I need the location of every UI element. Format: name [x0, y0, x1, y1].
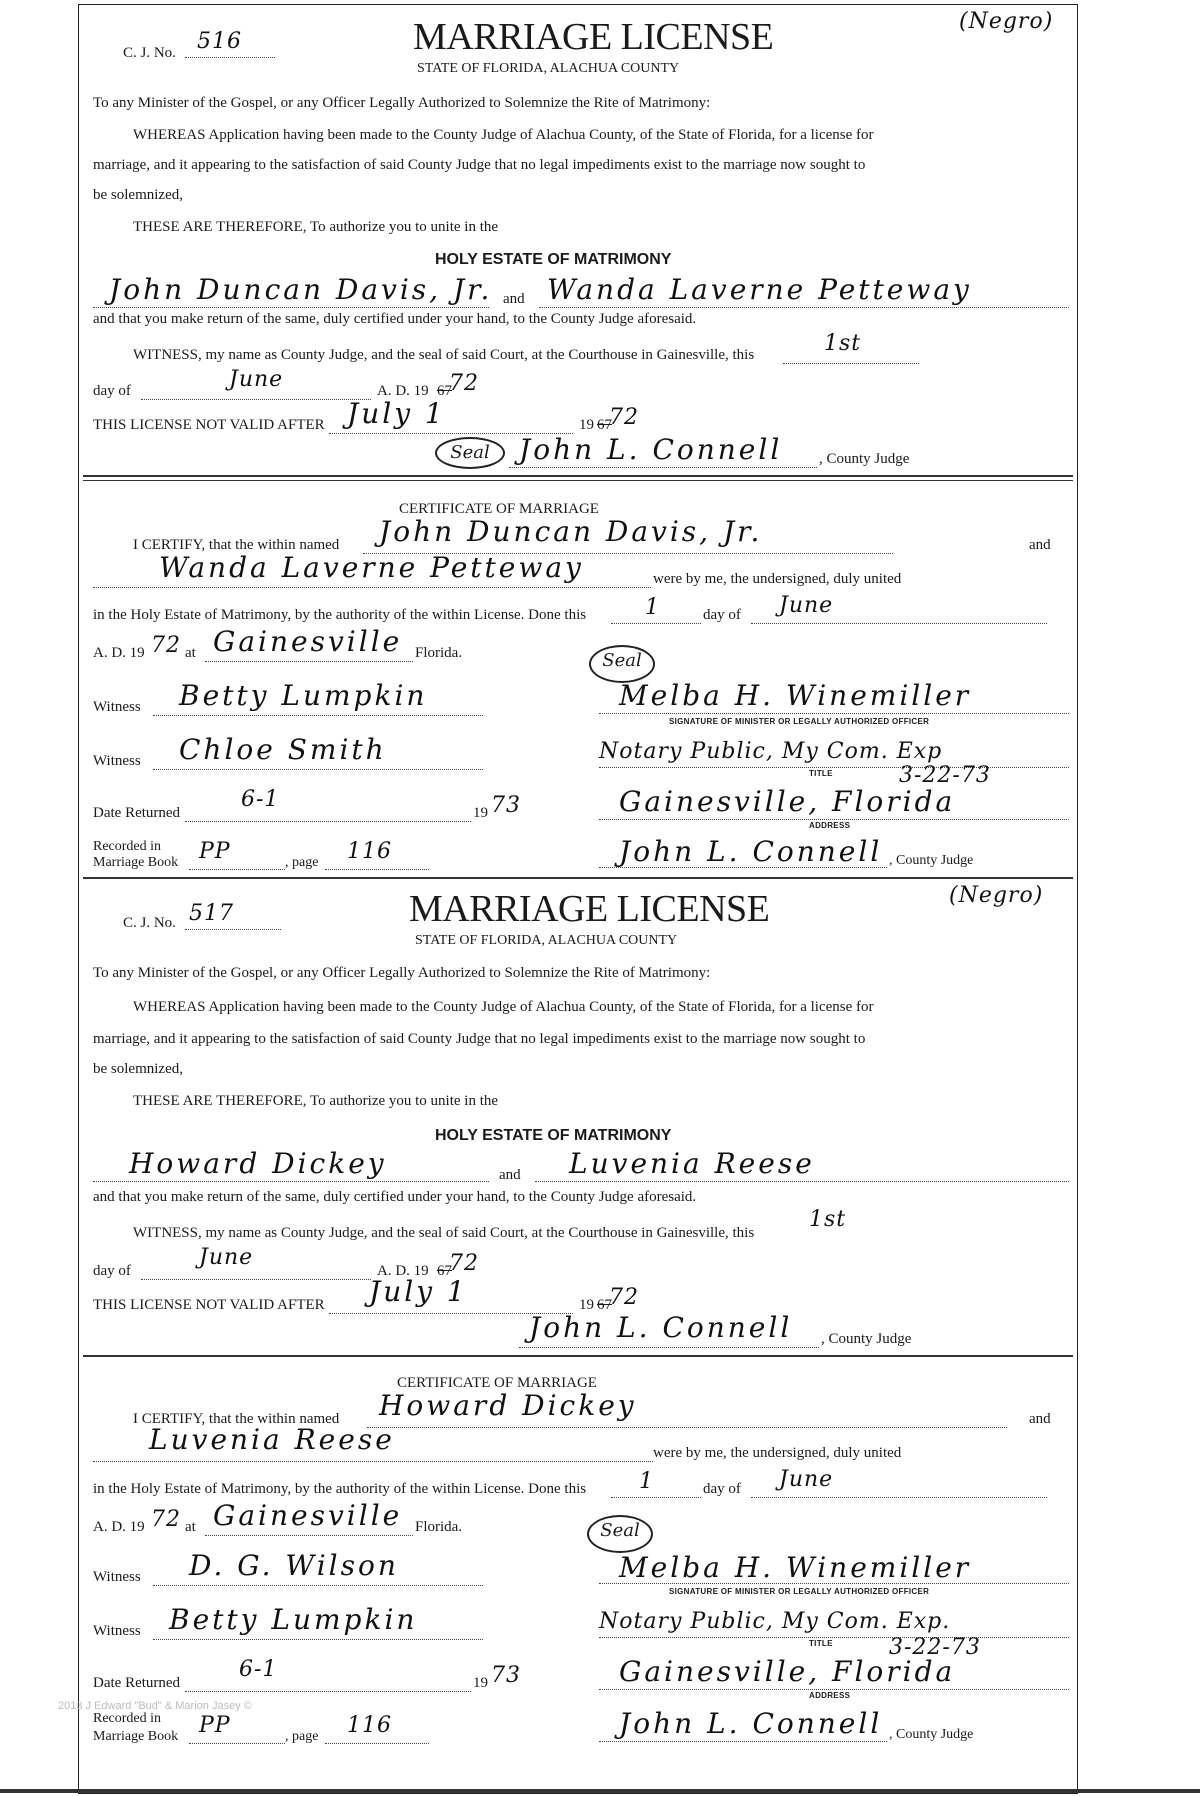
cert-groom-name: Howard Dickey	[379, 1389, 637, 1422]
officiant-seal: Seal	[589, 645, 655, 683]
judge-signature-2: John L. Connell	[619, 1707, 883, 1740]
groom-name: Howard Dickey	[129, 1147, 387, 1180]
bride-name: Luvenia Reese	[569, 1147, 815, 1180]
return-line: and that you make return of the same, duly certified under your hand, to the County Judge aforesaid.	[93, 1189, 697, 1205]
date-returned-year-label: 19	[473, 1675, 488, 1691]
signature-caption: SIGNATURE OF MINISTER OR LEGALLY AUTHORIZED OFFICER	[669, 1587, 930, 1596]
state-line: STATE OF FLORIDA, ALACHUA COUNTY	[415, 933, 678, 948]
seal-mark: Seal	[435, 437, 505, 469]
florida-label: Florida.	[415, 1519, 463, 1535]
recorded-in-label: Recorded in	[93, 839, 162, 854]
judge-signature-2: John L. Connell	[619, 835, 883, 868]
license-month: June	[199, 1245, 254, 1270]
marriage-book-label: Marriage Book	[93, 855, 179, 870]
salutation: To any Minister of the Gospel, or any Officer Legally Authorized to Solemnize the Rite of Matrimony:	[93, 965, 711, 981]
valid-date: July 1	[369, 1275, 468, 1308]
whereas-line-2: marriage, and it appearing to the satisfaction of said County Judge that no legal impediments exist to the marriage now sought to	[93, 1031, 866, 1047]
officer-title: Notary Public, My Com. Exp.	[599, 1609, 951, 1634]
cert-and: and	[1029, 537, 1051, 553]
date-returned-label: Date Returned	[93, 805, 181, 821]
witness1-name: Betty Lumpkin	[179, 679, 428, 712]
ad-label-2: A. D. 19	[93, 1519, 145, 1535]
valid-year-printed: 67	[597, 1297, 612, 1313]
cj-label: C. J. No.	[123, 915, 176, 931]
date-returned-year-label: 19	[473, 805, 488, 821]
page-label: , page	[285, 1729, 319, 1744]
day-of-label-2: day of	[703, 1481, 741, 1497]
witness1-name: D. G. Wilson	[189, 1549, 399, 1582]
certificate-title: CERTIFICATE OF MARRIAGE	[397, 1375, 597, 1391]
bottom-border	[0, 1789, 1200, 1793]
witness-day: 1st	[809, 1207, 847, 1232]
year-printed: 67	[437, 1263, 452, 1279]
officer-address: Gainesville, Florida	[619, 785, 956, 818]
commission-expires: 3-22-73	[899, 763, 991, 788]
valid-year-handwritten: 72	[609, 405, 639, 430]
license-month: June	[229, 367, 284, 392]
cj-number: 517	[189, 901, 234, 926]
day-of-label: day of	[93, 1263, 131, 1279]
at-label: at	[185, 645, 196, 661]
return-line: and that you make return of the same, duly certified under your hand, to the County Judge aforesaid.	[93, 311, 697, 327]
ad-label: A. D. 19	[377, 1263, 429, 1279]
marriage-book-label: Marriage Book	[93, 1729, 179, 1744]
year-handwritten: 72	[449, 1251, 479, 1276]
address-caption: ADDRESS	[809, 821, 851, 830]
date-returned: 6-1	[239, 1657, 278, 1682]
whereas-line-3: be solemnized,	[93, 1061, 183, 1077]
bride-name: Wanda Laverne Petteway	[547, 273, 972, 306]
valid-year-handwritten: 72	[609, 1285, 639, 1310]
judge-signature: John L. Connell	[529, 1311, 793, 1344]
document-sheet	[78, 4, 1078, 1794]
minister-signature: Melba H. Winemiller	[619, 679, 972, 712]
judge-signature: John L. Connell	[519, 433, 783, 466]
title-caption: TITLE	[809, 769, 833, 778]
place-name: Gainesville	[213, 1499, 403, 1532]
date-returned: 6-1	[241, 787, 280, 812]
license-title: MARRIAGE LICENSE	[413, 16, 774, 58]
valid-year-printed: 67	[597, 417, 612, 433]
valid-date: July 1	[347, 397, 446, 430]
license-title: MARRIAGE LICENSE	[409, 888, 770, 930]
witness-line: WITNESS, my name as County Judge, and the seal of said Court, at the Courthouse in Gainesville, this	[133, 1225, 755, 1241]
date-returned-year: 73	[491, 1663, 521, 1688]
book-id: PP	[199, 1713, 231, 1738]
certify-line: I CERTIFY, that the within named	[133, 537, 340, 553]
copyright-watermark: 2013 J Edward "Bud" & Marion Jasey ©	[58, 1700, 252, 1712]
year-handwritten: 72	[449, 371, 479, 396]
groom-name: John Duncan Davis, Jr.	[109, 273, 493, 306]
title-caption: TITLE	[809, 1639, 833, 1648]
valid-year-label: 19	[579, 1297, 594, 1313]
signature-caption: SIGNATURE OF MINISTER OR LEGALLY AUTHORIZED OFFICER	[669, 717, 930, 726]
state-line: STATE OF FLORIDA, ALACHUA COUNTY	[417, 61, 680, 76]
whereas-line-1: WHEREAS Application having been made to the County Judge of Alachua County, of the State of Florida, for a license for	[133, 999, 874, 1015]
book-id: PP	[199, 839, 231, 864]
place-name: Gainesville	[213, 625, 403, 658]
officer-address: Gainesville, Florida	[619, 1655, 956, 1688]
done-month: June	[779, 1467, 834, 1492]
were-by-me: were by me, the undersigned, duly united	[653, 571, 902, 587]
date-returned-label: Date Returned	[93, 1675, 181, 1691]
recorded-in-label: Recorded in	[93, 1711, 162, 1726]
certify-line: I CERTIFY, that the within named	[133, 1411, 340, 1427]
county-judge-label: , County Judge	[819, 451, 910, 467]
ad-label: A. D. 19	[377, 383, 429, 399]
cert-bride-name: Luvenia Reese	[149, 1423, 395, 1456]
done-month: June	[779, 593, 834, 618]
not-valid-label: THIS LICENSE NOT VALID AFTER	[93, 1297, 325, 1313]
county-judge-label: , County Judge	[821, 1331, 912, 1347]
date-returned-year: 73	[491, 793, 521, 818]
cj-number: 516	[197, 29, 242, 54]
whereas-line-3: be solemnized,	[93, 187, 183, 203]
and-text: and	[499, 1167, 521, 1183]
witness1-label: Witness	[93, 1569, 141, 1585]
officer-title: Notary Public, My Com. Exp	[599, 739, 943, 764]
valid-year-label: 19	[579, 417, 594, 433]
holy-estate-line: in the Holy Estate of Matrimony, by the authority of the within License. Done this	[93, 607, 587, 623]
certificate-title: CERTIFICATE OF MARRIAGE	[399, 501, 599, 517]
witness2-label: Witness	[93, 1623, 141, 1639]
day-of-label-2: day of	[703, 607, 741, 623]
authorize-line: THESE ARE THEREFORE, To authorize you to unite in the	[133, 1093, 499, 1109]
authorize-line: THESE ARE THEREFORE, To authorize you to unite in the	[133, 219, 499, 235]
witness1-label: Witness	[93, 699, 141, 715]
witness-day: 1st	[824, 331, 862, 356]
witness-line: WITNESS, my name as County Judge, and the seal of said Court, at the Courthouse in Gainesville, this	[133, 347, 755, 363]
day-of-label: day of	[93, 383, 131, 399]
at-label: at	[185, 1519, 196, 1535]
county-judge-label-2: , County Judge	[889, 1727, 974, 1742]
done-year: 72	[151, 633, 181, 658]
address-caption: ADDRESS	[809, 1691, 851, 1700]
cert-bride-name: Wanda Laverne Petteway	[159, 551, 584, 584]
page-number: 116	[347, 1713, 392, 1738]
witness2-label: Witness	[93, 753, 141, 769]
whereas-line-1: WHEREAS Application having been made to the County Judge of Alachua County, of the State of Florida, for a license for	[133, 127, 874, 143]
and-text: and	[503, 291, 525, 307]
done-day: 1	[639, 1469, 654, 1494]
cj-label: C. J. No.	[123, 45, 176, 61]
ad-label-2: A. D. 19	[93, 645, 145, 661]
done-year: 72	[151, 1507, 181, 1532]
year-printed: 67	[437, 383, 452, 399]
minister-signature: Melba H. Winemiller	[619, 1551, 972, 1584]
race-note: (Negro)	[949, 883, 1044, 908]
officiant-seal: Seal	[587, 1515, 653, 1553]
holy-estate-line: in the Holy Estate of Matrimony, by the authority of the within License. Done this	[93, 1481, 587, 1497]
page-number: 116	[347, 839, 392, 864]
cert-groom-name: John Duncan Davis, Jr.	[379, 515, 763, 548]
witness2-name: Betty Lumpkin	[169, 1603, 418, 1636]
salutation: To any Minister of the Gospel, or any Officer Legally Authorized to Solemnize the Rite of Matrimony:	[93, 95, 711, 111]
done-day: 1	[645, 595, 660, 620]
holy-estate-heading: HOLY ESTATE OF MATRIMONY	[435, 251, 672, 268]
page-label: , page	[285, 855, 319, 870]
holy-estate-heading: HOLY ESTATE OF MATRIMONY	[435, 1127, 672, 1144]
florida-label: Florida.	[415, 645, 463, 661]
commission-expires: 3-22-73	[889, 1635, 981, 1660]
cert-and: and	[1029, 1411, 1051, 1427]
race-note: (Negro)	[959, 9, 1054, 34]
were-by-me: were by me, the undersigned, duly united	[653, 1445, 902, 1461]
not-valid-label: THIS LICENSE NOT VALID AFTER	[93, 417, 325, 433]
witness2-name: Chloe Smith	[179, 733, 387, 766]
county-judge-label-2: , County Judge	[889, 853, 974, 868]
whereas-line-2: marriage, and it appearing to the satisfaction of said County Judge that no legal impediments exist to the marriage now sought to	[93, 157, 866, 173]
